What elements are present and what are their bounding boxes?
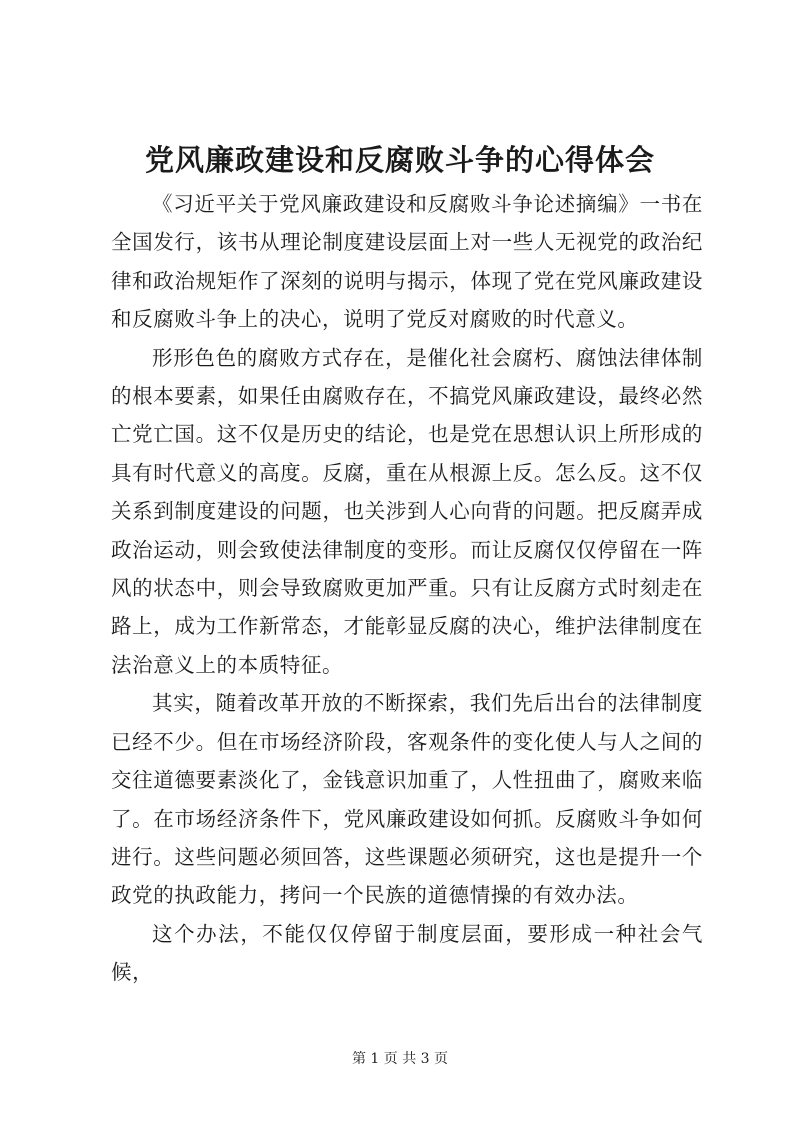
- paragraph-4: 这个办法，不能仅仅停留于制度层面，要形成一种社会气候，: [111, 921, 703, 985]
- document-body: [111, 185, 703, 992]
- page-title: 党风廉政建设和反腐败斗争的心得体会: [144, 143, 655, 177]
- page-footer: [0, 1048, 800, 1068]
- paragraph-3: 其实，随着改革开放的不断探索，我们先后出台的法律制度已经不少。但在市场经济阶段，客观条件的变化使人与人之间的交往道德要素淡化了，金钱意识加重了，人性扭曲了，腐败来临了。在市场经济条件下，党风廉政建设如何抓。反腐败斗争如何进行。这些问题必须回答，这些课题必须研究，这也是提升一个政党的执政能力，拷问一个民族的道德情操的有效办法。: [111, 691, 703, 908]
- paragraph-2: 形形色色的腐败方式存在，是催化社会腐朽、腐蚀法律体制的根本要素，如果任由腐败存在，不搞党风廉政建设，最终必然亡党亡国。这不仅是历史的结论，也是党在思想认识上所形成的具有时代意义的高度。反腐，重在从根源上反。怎么反。这不仅关系到制度建设的问题，也关涉到人心向背的问题。把反腐弄成政治运动，则会致使法律制度的变形。而让反腐仅仅停留在一阵风的状态中，则会导致腐败更加严重。只有让反腐方式时刻走在路上，成为工作新常态，才能彰显反腐的决心，维护法律制度在法治意义上的本质特征。: [111, 345, 703, 677]
- page-number: 第 1 页 共 3 页: [351, 1051, 449, 1067]
- paragraph-1: 《习近平关于党风廉政建设和反腐败斗争论述摘编》一书在全国发行，该书从理论制度建设层面上对一些人无视党的政治纪律和政治规矩作了深刻的说明与揭示，体现了党在党风廉政建设和反腐败斗争上的决心，说明了党反对腐败的时代意义。: [111, 192, 703, 332]
